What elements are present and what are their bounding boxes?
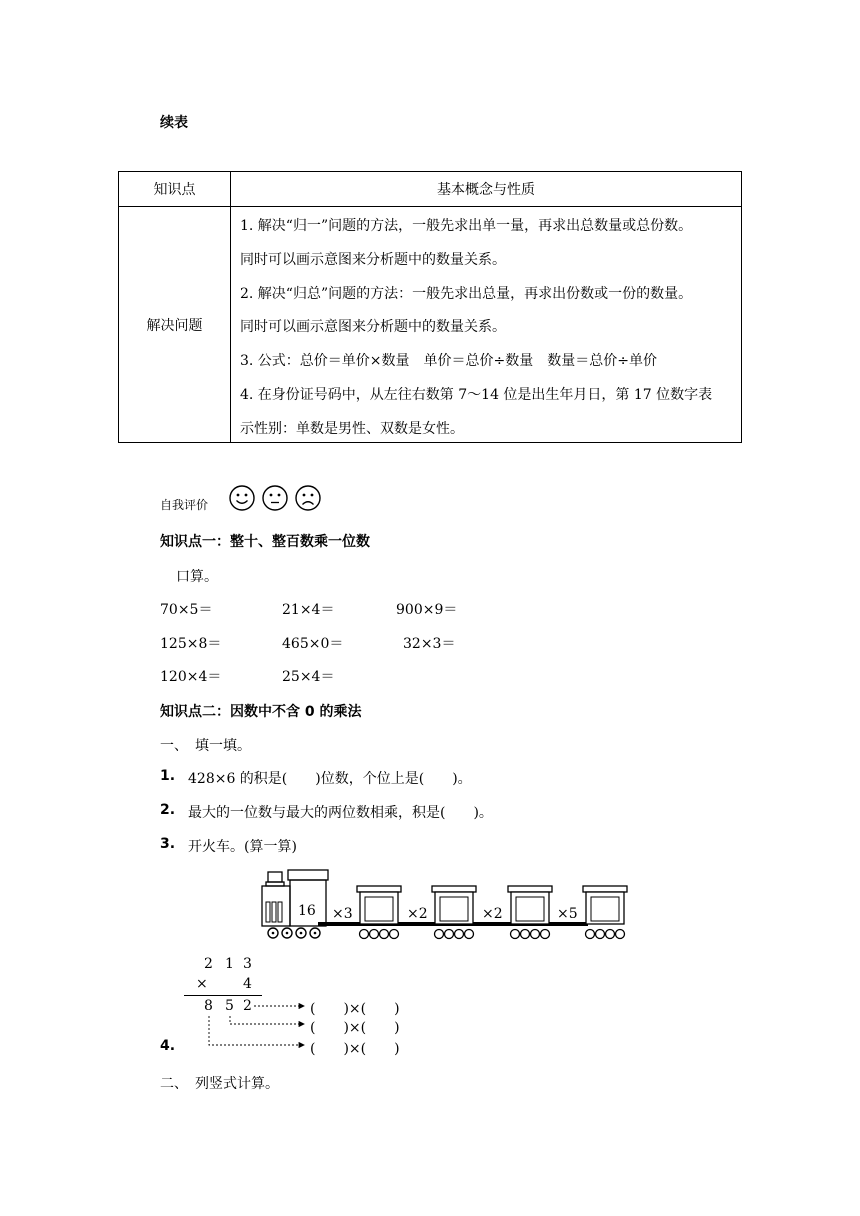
table-line: 4. 在身份证号码中，从左往右数第 7～14 位是出生年月日，第 17 位数字表 [240,386,713,403]
train-operator: ×2 [407,906,428,922]
train-operator: ×3 [332,906,353,922]
part-1-label: 一、 填一填。 [160,738,251,754]
answer-blank[interactable]: ( )×( ) [310,1001,400,1017]
oral-calc-item: 125×8＝ [160,636,222,652]
question-1-text: 428×6 的积是( )位数，个位上是( )。 [188,771,472,787]
oral-calc-item: 70×5＝ [160,602,213,618]
train-start-number: 16 [298,903,316,919]
vertical-arrows [200,1000,310,1052]
question-number: 1. [160,768,176,784]
table-line: 同时可以画示意图来分析题中的数量关系。 [240,319,506,336]
table-line: 同时可以画示意图来分析题中的数量关系。 [240,251,506,268]
vertical-digit: 1 [225,956,234,972]
sad-face-icon[interactable] [294,484,322,512]
question-number: 2. [160,802,176,818]
vertical-digit: 2 [243,998,252,1014]
table-header-topic: 知识点 [153,182,196,198]
vertical-digit: 3 [243,956,252,972]
locomotive-icon [262,870,328,938]
table-line: 2. 解决“归总”问题的方法：一般先求出总量，再求出份数或一份的数量。 [240,285,693,302]
answer-blank[interactable]: ( )×( ) [310,1020,400,1036]
section-2-title: 知识点二：因数中不含 0 的乘法 [160,704,362,720]
self-eval-label: 自我评价 [160,498,209,512]
vertical-digit: 8 [204,998,213,1014]
vertical-digit: 5 [225,998,234,1014]
part-2-label: 二、 列竖式计算。 [160,1076,279,1092]
oral-calc-item: 25×4＝ [282,669,335,685]
vertical-times-sign: × [196,976,208,992]
train-car-icon [583,886,627,939]
question-number: 3. [160,836,176,852]
train-car-icon [508,886,552,939]
oral-calc-item: 21×4＝ [282,602,335,618]
question-2-text: 最大的一位数与最大的两位数相乘，积是( )。 [188,805,493,821]
vertical-digit: 4 [243,976,252,992]
oral-calc-item: 120×4＝ [160,669,222,685]
table-column-divider [230,172,231,442]
table-row-content [240,210,737,447]
vertical-digit: 2 [204,956,213,972]
train-car-icon [357,886,401,939]
train-operator: ×5 [557,906,578,922]
question-number: 4. [160,1038,176,1054]
section-1-title: 知识点一：整十、整百数乘一位数 [160,534,370,550]
vertical-rule [184,995,262,996]
answer-blank[interactable]: ( )×( ) [310,1041,400,1057]
knowledge-table [118,171,742,443]
oral-calc-label: 口算。 [176,569,218,585]
train-operator: ×2 [482,906,503,922]
oral-calc-item: 465×0＝ [282,636,344,652]
neutral-face-icon[interactable] [261,484,289,512]
table-row-topic: 解决问题 [146,317,203,334]
oral-calc-item: 32×3＝ [403,636,456,652]
happy-face-icon[interactable] [228,484,256,512]
table-header-concepts: 基本概念与性质 [437,182,535,198]
table-line: 示性别：单数是男性、双数是女性。 [240,420,464,437]
train-illustration [256,866,636,944]
table-line: 3. 公式：总价＝单价×数量 单价＝总价÷数量 数量＝总价÷单价 [240,353,657,370]
table-line: 1. 解决“归一”问题的方法，一般先求出单一量，再求出总数量或总份数。 [240,218,693,234]
question-3-text: 开火车。(算一算) [188,839,297,855]
self-evaluation [160,484,330,514]
train-car-icon [432,886,476,939]
oral-calc-item: 900×9＝ [396,602,458,618]
continued-label: 续表 [160,115,188,131]
